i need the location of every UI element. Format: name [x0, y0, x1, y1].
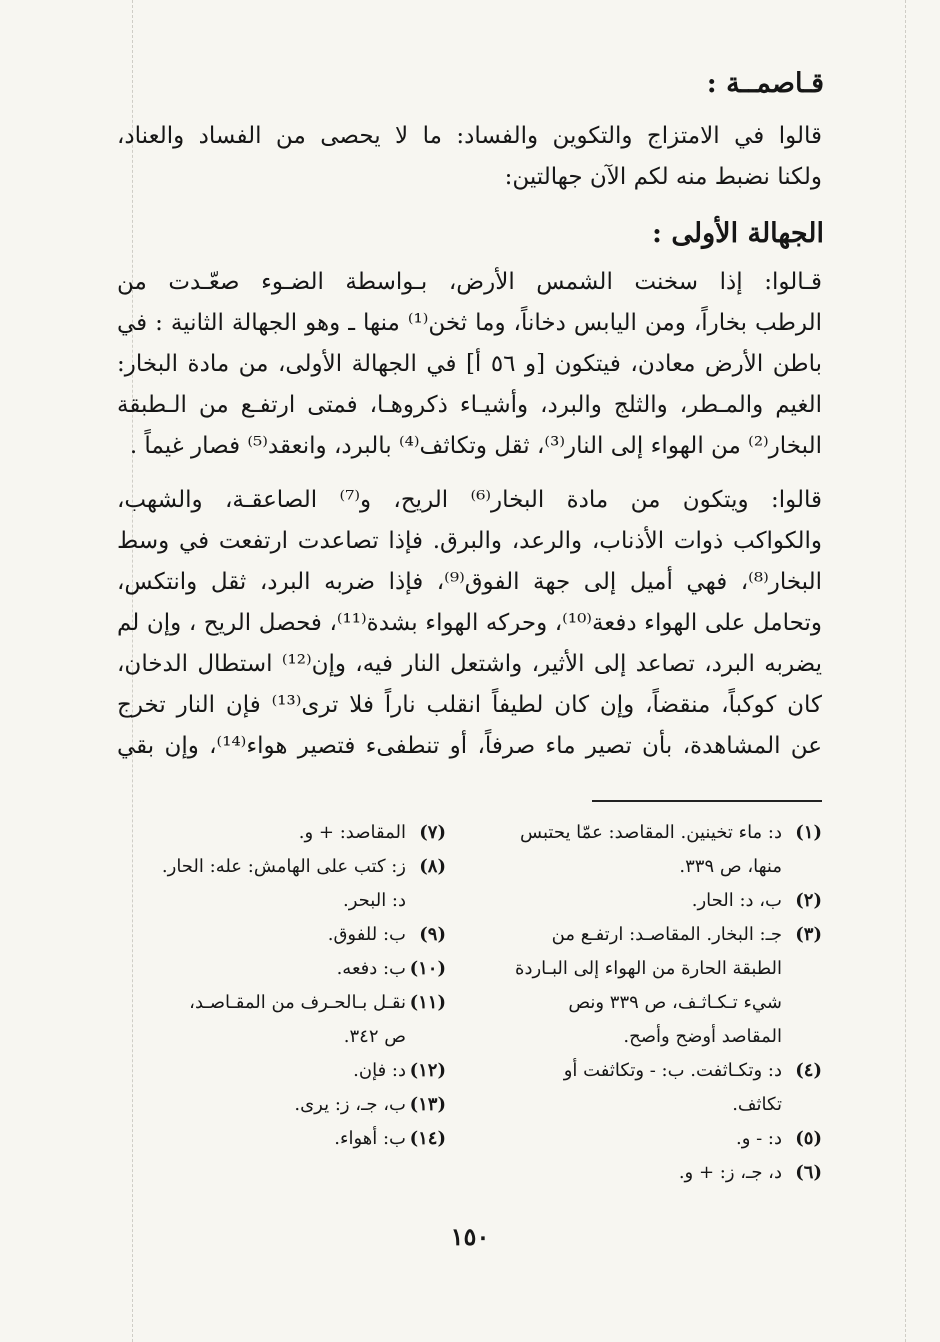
- footnote-number: (١٣): [409, 1094, 446, 1115]
- footnote-line: د: وتكـاثفت. ب: - وتكاثفت أو: [563, 1060, 782, 1081]
- footnote-text: [116, 918, 406, 952]
- text-line: البخار⁽⁸⁾، فهي أميل إلى جهة الفوق⁽⁹⁾، فإذا ضربه البرد، ثقل وانتكس،: [117, 569, 823, 595]
- footnote: [116, 1122, 446, 1156]
- footnote: [116, 952, 446, 986]
- footnote-text: [492, 1156, 782, 1190]
- footnote-number: (١٢): [409, 1060, 446, 1081]
- footnote-text: [116, 986, 406, 1054]
- footnote-number: (٢): [795, 890, 822, 911]
- footnote-text: [492, 918, 782, 1054]
- footnote-text: [492, 1122, 782, 1156]
- footnote-line: جـ: البخار. المقاصـد: ارتفـع من: [551, 924, 782, 945]
- footnote: [116, 816, 446, 850]
- text-line: قالوا في الامتزاج والتكوين والفساد: ما لا يحصى من الفساد والعناد،: [117, 123, 822, 149]
- text-line: قـالوا: إذا سخنت الشمس الأرض، بـواسطة الضـوء صعّـدت من: [117, 269, 822, 295]
- footnote: [492, 884, 822, 918]
- footnote-text: [116, 1122, 406, 1156]
- footnote-number: (٥): [795, 1128, 822, 1149]
- footnote-line: ز: كتب على الهامش: عله: الحار.: [161, 856, 406, 877]
- footnote-line: نقـل بـالحـرف من المقـاصـد،: [189, 992, 406, 1013]
- footnote-text: [492, 884, 782, 918]
- footnotes-column-right: [492, 816, 822, 1190]
- footnote: [116, 918, 446, 952]
- text-line: يضربه البرد، تصاعد إلى الأثير، واشتعل النار فيه، وإن⁽¹²⁾ استطال الدخان،: [117, 651, 822, 677]
- text-line: وتحامل على الهواء دفعة⁽¹⁰⁾، وحركه الهواء بشدة⁽¹¹⁾، فحصل الريح ، وإن لم: [117, 610, 822, 636]
- footnote-line: د، جـ، ز: + و.: [678, 1162, 782, 1183]
- text-line: الغيم والمـطر، والثلج والبرد، وأشيـاء ذكروهـا، فمتى ارتفـع من الـطبقة: [117, 392, 822, 418]
- paragraph-second: [117, 480, 822, 767]
- footnote-number: (٤): [795, 1060, 822, 1081]
- footnote-line: ب: أهواء.: [334, 1128, 406, 1149]
- paragraph-intro: [117, 116, 822, 198]
- footnote-number: (١١): [409, 992, 446, 1013]
- footnote-text: [116, 952, 406, 986]
- footnote-text: [116, 816, 406, 850]
- footnote-line: ب: للفوق.: [327, 924, 406, 945]
- paragraph-first: [117, 262, 822, 467]
- footnote-separator: [592, 800, 822, 802]
- text-line: الرطب بخاراً، ومن اليابس دخاناً، وما ثخن⁽¹⁾ منها ـ وهو الجهالة الثانية : في: [117, 310, 822, 336]
- footnote-number: (٨): [419, 856, 446, 877]
- footnote: [492, 918, 822, 1054]
- footnote: [492, 1054, 822, 1122]
- footnote-line: منها، ص ٣٣٩.: [679, 856, 782, 877]
- footnote: [116, 986, 446, 1054]
- footnote-number: (١٤): [409, 1128, 446, 1149]
- footnote-number: (١٠): [409, 958, 446, 979]
- footnote-text: [492, 1054, 782, 1122]
- footnote-line: المقاصد أوضح وأصح.: [623, 1026, 782, 1047]
- text-line: البخار⁽²⁾ من الهواء إلى النار⁽³⁾، ثقل وتكاثف⁽⁴⁾ بالبرد، وانعقد⁽⁵⁾ فصار غيماً .: [129, 433, 822, 459]
- margin-guide-right: [905, 0, 907, 1342]
- page-number: ١٥٠: [450, 1222, 490, 1251]
- footnote: [492, 816, 822, 884]
- footnote-text: [492, 816, 782, 884]
- footnote-line: د: البحر.: [343, 890, 406, 911]
- text-line: كان كوكباً، منقضاً، وإن كان لطيفاً انقلب ناراً فلا ترى⁽¹³⁾ فإن النار تخرج: [117, 692, 822, 718]
- footnote-line: د: ماء تخينين. المقاصد: عمّا يحتبس: [520, 822, 782, 843]
- footnote-number: (١): [795, 822, 822, 843]
- text-line: والكواكب ذوات الأذناب، والرعد، والبرق. فإذا تصاعدت ارتفعت في وسط: [117, 528, 823, 554]
- footnote-line: ص ٣٤٢.: [343, 1026, 406, 1047]
- footnote: [116, 1054, 446, 1088]
- footnote-number: (٣): [795, 924, 822, 945]
- footnote-line: د: فإن.: [353, 1060, 406, 1081]
- footnote-line: المقاصد: + و.: [298, 822, 406, 843]
- footnote: [116, 1088, 446, 1122]
- footnote-number: (٩): [419, 924, 446, 945]
- footnote: [492, 1156, 822, 1190]
- text-line: باطن الأرض معادن، فيتكون [و ٥٦ أ] في الجهالة الأولى، من مادة البخار:: [117, 351, 822, 377]
- footnote-line: ب: دفعه.: [336, 958, 406, 979]
- footnote: [492, 1122, 822, 1156]
- section-heading-qasima: قـاصمــة :: [706, 68, 824, 99]
- footnote-text: [116, 850, 406, 918]
- footnote-line: شيء تـكـاثـف، ص ٣٣٩ ونص: [568, 992, 782, 1013]
- footnote-text: [116, 1088, 406, 1122]
- text-line: عن المشاهدة، بأن تصير ماء صرفاً، أو تنطفىء فتصير هواء⁽¹⁴⁾، وإن بقي: [117, 733, 822, 759]
- footnote-line: الطبقة الحارة من الهواء إلى البـاردة: [515, 958, 782, 979]
- footnote-line: ب، جـ، ز: يرى.: [294, 1094, 406, 1115]
- footnote-line: ب، د: الحار.: [691, 890, 782, 911]
- footnote-line: تكاثف.: [732, 1094, 782, 1115]
- footnote-line: د: - و.: [735, 1128, 782, 1149]
- footnote: [116, 850, 446, 918]
- section-heading-first-ignorance: الجهالة الأولى :: [652, 218, 824, 249]
- footnote-text: [116, 1054, 406, 1088]
- text-line: قالوا: ويتكون من مادة البخار⁽⁶⁾ الريح، و⁽⁷⁾ الصاعقـة، والشهب،: [117, 487, 822, 513]
- footnotes-column-left: [116, 816, 446, 1156]
- text-line: ولكنا نضبط منه لكم الآن جهالتين:: [504, 164, 822, 190]
- footnote-number: (٦): [795, 1162, 822, 1183]
- footnote-number: (٧): [419, 822, 446, 843]
